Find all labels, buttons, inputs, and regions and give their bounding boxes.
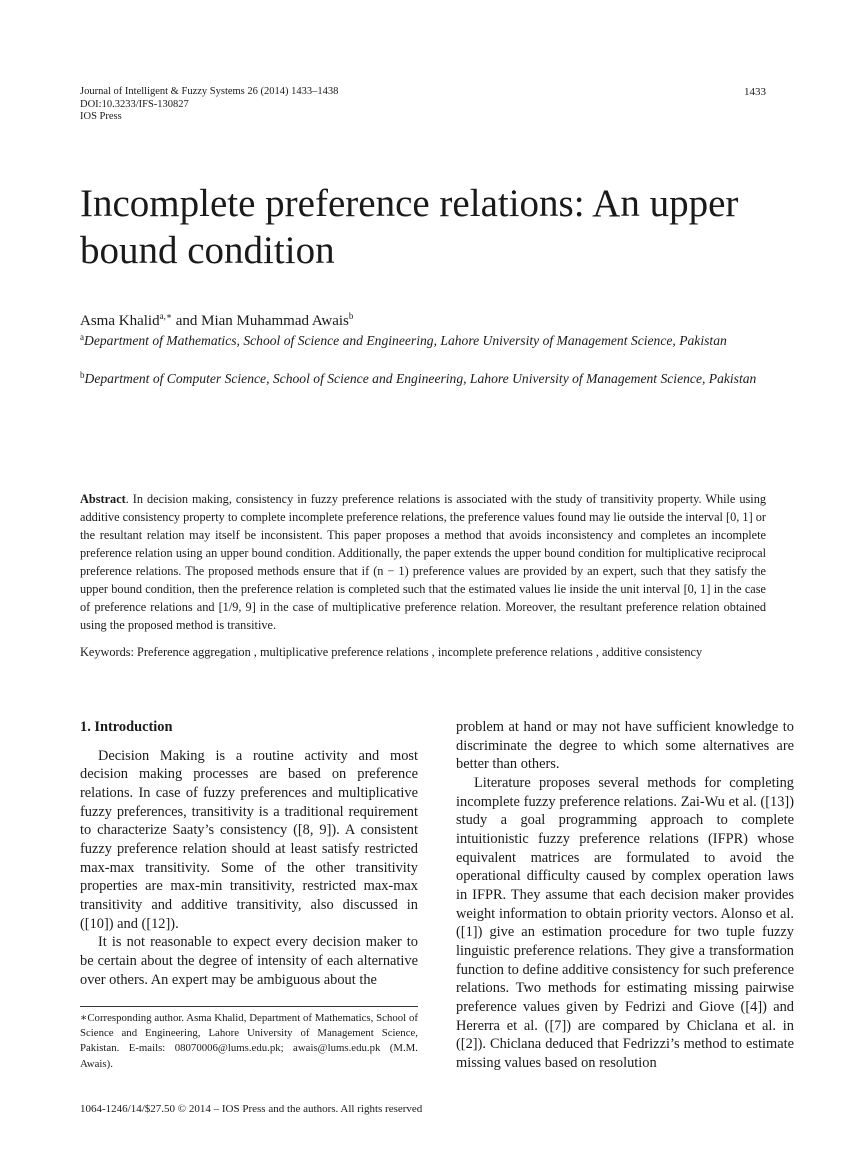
doi: DOI:10.3233/IFS-130827 bbox=[80, 98, 189, 110]
journal-header bbox=[80, 86, 338, 124]
author-name: Asma Khalid bbox=[80, 313, 160, 329]
author-mark: b bbox=[348, 311, 354, 321]
abstract-text: . In decision making, consistency in fuzzy preference relations is associated with the study of transitivity property. While using additive consistency property to complete incomplete preference relations, the preference values found may lie outside the interval [0, 1] or the resultant relation may itself be inconsistent. This paper proposes a method that avoids inconsistency and completes an incomplete preference relation using an upper bound condition. Additionally, the paper extends the upper bound condition for multiplicative reciprocal preference relations. The proposed methods ensure that if (n − 1) preference values are provided by an expert, such that they satisfy the upper bound condition, then the preference relation is completed such that the estimated values lie inside the unit interval [0, 1] in the case of preference relations and [1/9, 9] in the case of multiplicative preference relation. Moreover, the resultant preference relation obtained using the proposed method is transitive. bbox=[80, 492, 766, 632]
author-mark: a,∗ bbox=[159, 311, 172, 321]
abstract bbox=[80, 490, 766, 634]
abstract-label: Abstract bbox=[80, 492, 126, 506]
paragraph: It is not reasonable to expect every decision maker to be certain about the degree of intensity of each alternative over others. An expert may be ambiguous about the bbox=[80, 934, 418, 988]
affiliation-text: Department of Computer Science, School of Science and Engineering, Lahore University of Management Science, Pakistan bbox=[84, 371, 757, 386]
footnote bbox=[80, 1011, 418, 1072]
author-line bbox=[80, 312, 353, 330]
section-heading: 1. Introduction bbox=[80, 719, 173, 735]
copyright-line: 1064-1246/14/$27.50 © 2014 – IOS Press and the authors. All rights reserved bbox=[80, 1103, 423, 1115]
paragraph: Literature proposes several methods for completing incomplete fuzzy preference relations. Zai-Wu et al. ([13]) study a goal programming approach to complete intuitionistic fuzzy preference relations (IFPR) whose equivalent matrices are formulated to avoid the operational difficulty caused by complex operation laws in IFPR. They assume that each decision maker provides weight information to obtain priority vectors. Alonso et al. ([1]) give an estimation procedure for two tuple fuzzy linguistic preference relations. They give a transformation function to define additive consistency for such preference relations. Two methods for estimating missing pairwise preference values given by Fedrizi and Giove ([4]) and Hererra et al. ([7]) are compared by Chiclana et al. in ([2]). Chiclana deduced that Fedrizzi’s method to estimate missing values based on resolution bbox=[456, 774, 794, 1071]
paragraph: problem at hand or may not have sufficient knowledge to discriminate the degree to which some alternatives are better than others. bbox=[456, 719, 794, 773]
keywords: Keywords: Preference aggregation , multiplicative preference relations , incomplete preference relations , additive consistency bbox=[80, 645, 703, 659]
affiliation-mark: a bbox=[80, 332, 84, 342]
journal-citation: Journal of Intelligent & Fuzzy Systems 26 (2014) 1433–1438 bbox=[80, 86, 339, 97]
author-name: and Mian Muhammad Awais bbox=[171, 313, 349, 329]
affiliation bbox=[80, 332, 800, 349]
paragraph: Decision Making is a routine activity and most decision making processes are based on preference relations. In case of fuzzy preferences and multiplicative fuzzy preferences, transitivity is a traditional requirement to characterize Saaty’s consistency ([8, 9]). A consistent fuzzy preference relation should at least satisfy restricted max-max transitivity. Some of the other transitivity properties are max-min transitivity, restricted max-max transitivity and additive transitivity, also discussed in ([10]) and ([12]). bbox=[80, 747, 418, 932]
paper-title: Incomplete preference relations: An upper bound condition bbox=[80, 182, 739, 272]
page-number: 1433 bbox=[744, 86, 766, 98]
affiliation bbox=[80, 370, 800, 387]
footnote-divider bbox=[80, 1006, 418, 1007]
publisher: IOS Press bbox=[80, 111, 122, 123]
column-right bbox=[456, 718, 794, 1072]
affiliation-mark: b bbox=[80, 370, 85, 380]
column-left bbox=[80, 718, 418, 989]
footnote-text: ∗Corresponding author. Asma Khalid, Department of Mathematics, School of Science and Engineering, Lahore University of Management Science, Pakistan. E-mails: 08070006@lums.edu.pk; awais@lums.edu.pk (M.M. Awais). bbox=[80, 1012, 418, 1070]
affiliation-text: Department of Mathematics, School of Science and Engineering, Lahore University of Management Science, Pakistan bbox=[84, 333, 727, 348]
